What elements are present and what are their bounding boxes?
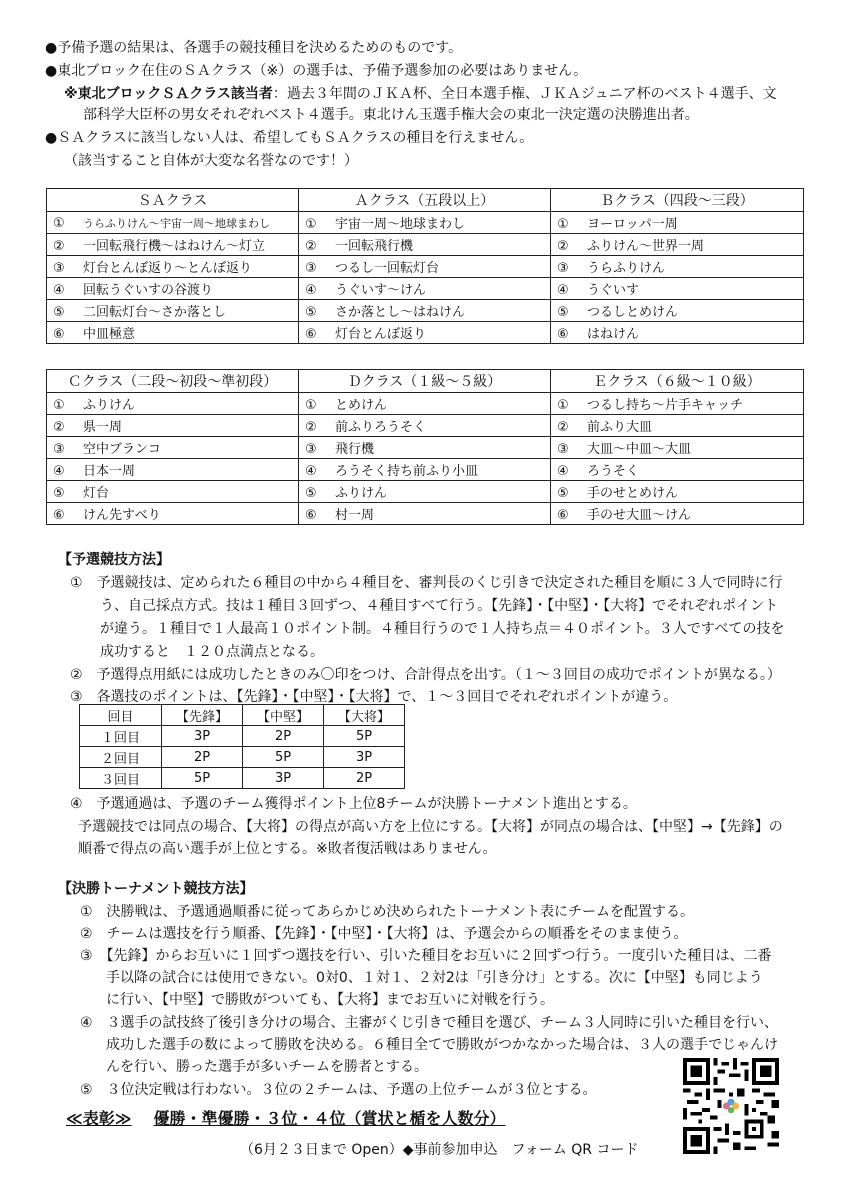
cell: 3P [243,768,324,789]
qr-code-icon[interactable] [683,1058,779,1154]
prelim-section-title: 【予選競技方法】 [58,552,170,568]
header-senpo: 【先鋒】 [162,705,243,726]
note-text: ：過去３年間のＪＫＡ杯、全日本選手権、ＪＫＡジュニア杯のベスト４選手、文 [272,86,777,102]
cell: 2P [162,747,243,768]
final-line: ④ ３選手の試技終了後引き分けの場合、主審がくじ引きで種目を選び、チーム３人同時に引いた種目を行い、 [80,1015,778,1031]
cell: ① ヨーロッパ一周 [551,212,804,234]
cell: 2P [243,726,324,747]
cell: ⑤ つるしとめけん [551,300,804,322]
header-sa-class: ＳＡクラス [47,189,299,212]
cell: ⑥ はねけん [551,322,804,344]
table-row [47,278,804,300]
table-row [80,768,405,789]
award-text: 優勝・準優勝・３位・４位（賞状と楯を人数分） [153,1109,506,1128]
note-line: ●ＳＡクラスに該当しない人は、希望してもＳＡクラスの種目を行えません。 [45,130,534,146]
table-row [47,503,804,525]
cell: ① とめけん [299,393,551,415]
cell: ⑤ 灯台 [47,481,299,503]
cell: ② 県一周 [47,415,299,437]
cell: ④ ろうそく持ち前ふり小皿 [299,459,551,481]
cell: ③ うらふりけん [551,256,804,278]
cell: ⑥ けん先すべり [47,503,299,525]
cell: 5P [162,768,243,789]
cell: 5P [324,726,405,747]
table-row [47,415,804,437]
prelim-line: が違う。１種目で１人最高１０ポイント制。４種目行うので１人持ち点＝４０ポイント。３人ですべての技を [100,621,785,637]
final-line: んを行い、勝った選手が多いチームを勝者とする。 [106,1059,428,1075]
final-section-title: 【決勝トーナメント競技方法】 [58,881,254,897]
prelim-line: ① 予選競技は、定められた６種目の中から４種目を、審判長のくじ引きで決定された種目を順に３人で同時に行 [70,575,783,591]
table-row [47,437,804,459]
cell: 5P [243,747,324,768]
cell: ⑥ 中皿極意 [47,322,299,344]
prelim-line: ④ 予選通過は、予選のチーム獲得ポイント上位8チームが決勝トーナメント進出とする。 [70,796,637,812]
prelim-line: 成功すると １２０点満点となる。 [100,644,324,660]
cell: ① ふりけん [47,393,299,415]
prelim-line: う、自己採点方式。技は１種目３回ずつ、４種目すべて行う。【先鋒】・【中堅】・【大将】でそれぞれポイント [100,598,779,614]
note-line: 部科学大臣杯の男女それぞれベスト４選手。東北けん玉選手権大会の東北一決定選の決勝進出者。 [83,107,699,123]
cell: ③ つるし一回転灯台 [299,256,551,278]
header-b-class: Ｂクラス（四段～三段） [551,189,804,212]
cell: ② 一回転飛行機 [299,234,551,256]
table-header-row [47,189,804,212]
cell: ⑥ 手のせ大皿～けん [551,503,804,525]
prelim-line: ③ 各選技のポイントは、【先鋒】・【中堅】・【大将】で、１～３回目でそれぞれポイントが違う。 [70,689,678,705]
cell: ③ 空中ブランコ [47,437,299,459]
header-a-class: Ａクラス（五段以上） [299,189,551,212]
final-line: に行い、【中堅】で勝敗がついても、【大将】までお互いに対戦を行う。 [106,992,554,1008]
header-c-class: Ｃクラス（二段～初段～準初段） [47,370,299,393]
prelim-line: ② 予選得点用紙には成功したときのみ〇印をつけ、合計得点を出す。（１～３回目の成功でポイントが異なる。） [70,667,781,683]
final-line: 成功した選手の数によって勝敗を決める。６種目全てで勝敗がつかなかった場合は、３人の選手でじゃんけ [106,1037,778,1053]
cell: ⑤ ふりけん [299,481,551,503]
header-e-class: Ｅクラス（６級～１０級） [551,370,804,393]
footer-text: （6月２３日まで Open）◆事前参加申込 フォーム QR コード [240,1142,639,1158]
cell: 3P [324,747,405,768]
cell: ③ 飛行機 [299,437,551,459]
cell: ① うらふりけん～宇宙一周～地球まわし [47,212,299,234]
note-lead: ※東北ブロックＳＡクラス該当者 [64,86,273,102]
table-row [47,256,804,278]
class-table-sa-a-b [46,188,804,344]
header-chuken: 【中堅】 [243,705,324,726]
award-line [66,1108,506,1130]
final-line: 手以降の試合には使用できない。0対0、１対１、２対2は「引き分け」とする。次に【中堅】も同じよう [106,970,763,986]
cell: ② 前ふり大皿 [551,415,804,437]
cell: ⑤ 手のせとめけん [551,481,804,503]
points-table [79,704,405,789]
note-line: ●東北ブロック在住のＳＡクラス（※）の選手は、予備予選参加の必要はありません。 [45,63,588,79]
cell: ③ 大皿～中皿～大皿 [551,437,804,459]
header-round: 回目 [80,705,162,726]
final-line: ② チームは選技を行う順番、【先鋒】・【中堅】・【大将】は、予選会からの順番をそのまま使う。 [80,926,688,942]
table-header-row [47,370,804,393]
award-label: ≪表彰≫ [66,1109,132,1128]
prelim-line: 予選競技では同点の場合、【大将】の得点が高い方を上位にする。【大将】が同点の場合は、【中堅】→【先鋒】の [78,819,783,835]
header-d-class: Ｄクラス（１級～５級） [299,370,551,393]
cell: ① 宇宙一周～地球まわし [299,212,551,234]
table-row [47,322,804,344]
cell: ④ 日本一周 [47,459,299,481]
cell: ③ 灯台とんぼ返り～とんぼ返り [47,256,299,278]
note-line [64,84,777,104]
table-row [47,459,804,481]
table-row [80,726,405,747]
final-line: ⑤ ３位決定戦は行わない。３位の２チームは、予選の上位チームが３位とする。 [80,1082,597,1098]
prelim-line: 順番で得点の高い選手が上位とする。※敗者復活戦はありません。 [78,841,497,857]
cell: ① つるし持ち～片手キャッチ [551,393,804,415]
table-header-row [80,705,405,726]
table-row [47,481,804,503]
note-line: ●予備予選の結果は、各選手の競技種目を決めるためのものです。 [45,40,463,56]
table-row [47,212,804,234]
table-row [80,747,405,768]
cell: ⑥ 村一周 [299,503,551,525]
cell: ② ふりけん～世界一周 [551,234,804,256]
cell: ② 前ふりろうそく [299,415,551,437]
cell: ⑤ 二回転灯台～さか落とし [47,300,299,322]
cell: 2P [324,768,405,789]
table-row [47,393,804,415]
header-taisho: 【大将】 [324,705,405,726]
cell: １回目 [80,726,162,747]
final-line: ① 決勝戦は、予選通過順番に従ってあらかじめ決められたトーナメント表にチームを配置する。 [80,904,694,920]
cell: ⑤ さか落とし～はねけん [299,300,551,322]
cell: ④ うぐいす～けん [299,278,551,300]
cell: ② 一回転飛行機～はねけん～灯立 [47,234,299,256]
table-row [47,234,804,256]
cell: ３回目 [80,768,162,789]
cell: ２回目 [80,747,162,768]
cell: ④ うぐいす [551,278,804,300]
cell: 3P [162,726,243,747]
cell: ⑥ 灯台とんぼ返り [299,322,551,344]
class-table-c-d-e [46,369,804,525]
final-line: ③ 【先鋒】からお互いに１回ずつ選技を行い、引いた種目をお互いに２回ずつ行う。一度引いた種目は、二番 [80,948,772,964]
note-line: （該当すること自体が大変な名誉なのです！） [64,153,358,169]
table-row [47,300,804,322]
cell: ④ ろうそく [551,459,804,481]
cell: ④ 回転うぐいすの谷渡り [47,278,299,300]
